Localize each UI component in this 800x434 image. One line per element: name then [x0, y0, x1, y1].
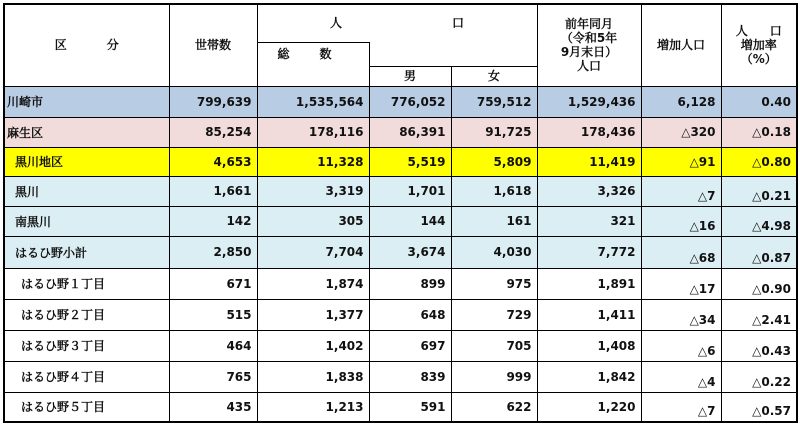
cell-setai: 435 [169, 392, 257, 422]
cell-zoka: △68 [641, 236, 721, 268]
cell-zoka: △17 [641, 268, 721, 299]
header-soujinko [257, 42, 369, 86]
cell-prev: 1,529,436 [537, 86, 641, 117]
table-body [4, 86, 797, 422]
cell-setai: 671 [169, 268, 257, 299]
cell-male: 5,519 [369, 147, 451, 176]
cell-rate: △0.57 [721, 392, 797, 422]
cell-name: 黒川地区 [4, 147, 169, 176]
header-soujinko-b: 数 [319, 46, 332, 61]
header-prev-line3: 9月末日） [560, 45, 618, 60]
cell-female: 622 [451, 392, 537, 422]
cell-prev: 1,891 [537, 268, 641, 299]
cell-name: はるひ野２丁目 [4, 299, 169, 330]
cell-zoka: △6 [641, 330, 721, 361]
cell-prev: 1,842 [537, 361, 641, 392]
table-row [4, 392, 797, 422]
table-row [4, 147, 797, 176]
header-zoka: 増加人口 [641, 4, 721, 86]
cell-zoka: △16 [641, 206, 721, 236]
table-row [4, 236, 797, 268]
cell-prev: 1,411 [537, 299, 641, 330]
cell-rate: △0.22 [721, 361, 797, 392]
cell-female: 161 [451, 206, 537, 236]
cell-male: 591 [369, 392, 451, 422]
cell-total: 1,535,564 [257, 86, 369, 117]
cell-prev: 7,772 [537, 236, 641, 268]
header-rate-line1a: 人 [735, 24, 748, 39]
cell-total: 1,377 [257, 299, 369, 330]
header-prev-line4: 人口 [576, 59, 601, 74]
cell-name: はるひ野３丁目 [4, 330, 169, 361]
cell-female: 975 [451, 268, 537, 299]
cell-name: はるひ野４丁目 [4, 361, 169, 392]
header-rate-line1b: 口 [769, 24, 782, 39]
cell-rate: △0.90 [721, 268, 797, 299]
cell-female: 999 [451, 361, 537, 392]
cell-prev: 1,220 [537, 392, 641, 422]
cell-female: 4,030 [451, 236, 537, 268]
header-prev-line1: 前年同月 [564, 17, 613, 32]
cell-prev: 1,408 [537, 330, 641, 361]
cell-prev: 3,326 [537, 176, 641, 206]
cell-male: 648 [369, 299, 451, 330]
header-kubun-a: 区 [54, 38, 67, 53]
header-rate-line2: 増加率 [740, 38, 777, 53]
table-row [4, 361, 797, 392]
cell-zoka: △320 [641, 117, 721, 147]
cell-total: 1,213 [257, 392, 369, 422]
cell-name: 川崎市 [4, 86, 169, 117]
header-rate-line1 [727, 24, 792, 38]
header-gender-spacer [369, 42, 537, 66]
cell-zoka: △34 [641, 299, 721, 330]
header-rate [721, 4, 797, 86]
cell-rate: △0.80 [721, 147, 797, 176]
header-kubun [4, 4, 169, 86]
cell-zoka: △91 [641, 147, 721, 176]
cell-setai: 1,661 [169, 176, 257, 206]
cell-male: 86,391 [369, 117, 451, 147]
cell-male: 144 [369, 206, 451, 236]
cell-prev: 11,419 [537, 147, 641, 176]
cell-female: 705 [451, 330, 537, 361]
cell-setai: 464 [169, 330, 257, 361]
cell-zoka: 6,128 [641, 86, 721, 117]
header-soujinko-a: 総 [277, 46, 290, 61]
cell-rate: △0.21 [721, 176, 797, 206]
header-otoko: 男 [369, 66, 451, 86]
cell-setai: 4,653 [169, 147, 257, 176]
table-row [4, 176, 797, 206]
header-onna: 女 [451, 66, 537, 86]
cell-rate: △2.41 [721, 299, 797, 330]
cell-zoka: △7 [641, 392, 721, 422]
header-jinko [257, 4, 537, 42]
header-jinko-a: 人 [329, 16, 342, 31]
cell-rate: △0.18 [721, 117, 797, 147]
population-table [3, 3, 798, 423]
cell-zoka: △4 [641, 361, 721, 392]
cell-female: 759,512 [451, 86, 537, 117]
cell-total: 7,704 [257, 236, 369, 268]
cell-rate: △0.43 [721, 330, 797, 361]
cell-total: 1,402 [257, 330, 369, 361]
cell-zoka: △7 [641, 176, 721, 206]
cell-male: 899 [369, 268, 451, 299]
cell-name: 南黒川 [4, 206, 169, 236]
cell-male: 3,674 [369, 236, 451, 268]
table-row [4, 117, 797, 147]
cell-female: 5,809 [451, 147, 537, 176]
cell-rate: △0.87 [721, 236, 797, 268]
cell-name: 黒川 [4, 176, 169, 206]
cell-male: 839 [369, 361, 451, 392]
cell-female: 91,725 [451, 117, 537, 147]
header-prev [537, 4, 641, 86]
cell-setai: 799,639 [169, 86, 257, 117]
cell-rate: △4.98 [721, 206, 797, 236]
cell-total: 11,328 [257, 147, 369, 176]
cell-name: はるひ野小計 [4, 236, 169, 268]
header-row-1 [4, 4, 797, 42]
cell-female: 1,618 [451, 176, 537, 206]
table-row [4, 330, 797, 361]
cell-setai: 142 [169, 206, 257, 236]
cell-name: はるひ野１丁目 [4, 268, 169, 299]
cell-male: 776,052 [369, 86, 451, 117]
cell-prev: 321 [537, 206, 641, 236]
header-kubun-b: 分 [106, 38, 119, 53]
table-row [4, 206, 797, 236]
cell-setai: 765 [169, 361, 257, 392]
table-header [4, 4, 797, 86]
header-rate-line3: （%） [740, 52, 777, 67]
header-setai: 世帯数 [169, 4, 257, 86]
cell-prev: 178,436 [537, 117, 641, 147]
cell-rate: 0.40 [721, 86, 797, 117]
cell-total: 305 [257, 206, 369, 236]
cell-total: 178,116 [257, 117, 369, 147]
cell-total: 1,838 [257, 361, 369, 392]
cell-name: はるひ野５丁目 [4, 392, 169, 422]
header-prev-line2: （令和5年 [560, 31, 618, 46]
table-row [4, 86, 797, 117]
cell-male: 697 [369, 330, 451, 361]
cell-female: 729 [451, 299, 537, 330]
cell-male: 1,701 [369, 176, 451, 206]
cell-total: 1,874 [257, 268, 369, 299]
header-jinko-b: 口 [452, 16, 465, 31]
cell-setai: 515 [169, 299, 257, 330]
table-row [4, 268, 797, 299]
cell-name: 麻生区 [4, 117, 169, 147]
cell-setai: 2,850 [169, 236, 257, 268]
cell-setai: 85,254 [169, 117, 257, 147]
cell-total: 3,319 [257, 176, 369, 206]
table-row [4, 299, 797, 330]
